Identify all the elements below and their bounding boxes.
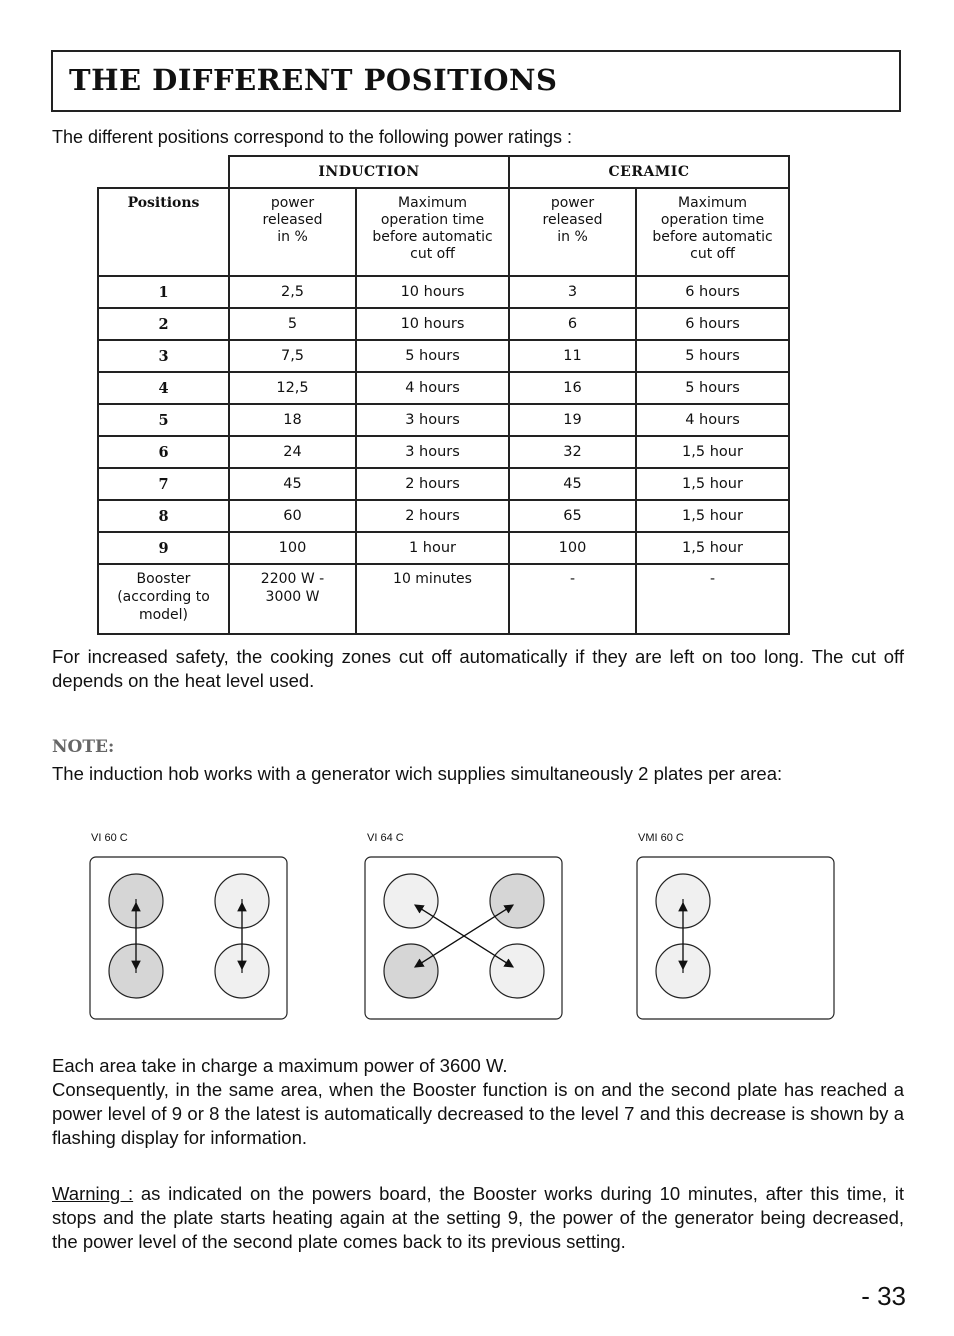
booster-label: Booster (according to model) — [98, 564, 229, 634]
cell-cer-time: 4 hours — [636, 404, 789, 436]
page-title: THE DIFFERENT POSITIONS — [69, 63, 558, 97]
plate — [490, 874, 544, 928]
cell-cer-power: 32 — [509, 436, 636, 468]
cell-ind-time: 2 hours — [356, 468, 509, 500]
area-text-2: Consequently, in the same area, when the Booster function is on and the second plate has reached a power level of 9 or 8 the latest is automatically decreased to the level 7 and this decrease is shown by a flashing display for information. — [52, 1079, 904, 1148]
cell-ind-power: 18 — [229, 404, 356, 436]
cell-pos: 5 — [98, 404, 229, 436]
area-text-1: Each area take in charge a maximum power of 3600 W. — [52, 1055, 508, 1076]
warning-label: Warning : — [52, 1183, 134, 1204]
plate — [490, 944, 544, 998]
cell-ind-power: 45 — [229, 468, 356, 500]
cell-ind-time: 10 hours — [356, 276, 509, 308]
cell-ind-time: 4 hours — [356, 372, 509, 404]
warning-text: as indicated on the powers board, the Booster works during 10 minutes, after this time, it stops and the plate starts heating again at the setting 9, the power of the generator being decreased, the power level of the second plate comes back to its previous setting. — [52, 1183, 905, 1252]
note-heading: NOTE: — [52, 737, 115, 757]
title-box — [51, 50, 901, 112]
cell-pos: 3 — [98, 340, 229, 372]
cell-cer-time: 5 hours — [636, 372, 789, 404]
cell-pos: 1 — [98, 276, 229, 308]
cell-ind-time: 10 hours — [356, 308, 509, 340]
cell-cer-time: 1,5 hour — [636, 468, 789, 500]
cell-cer-power: 11 — [509, 340, 636, 372]
hob-diagram-vi64c — [363, 855, 565, 1023]
group-ceramic: CERAMIC — [509, 156, 789, 188]
header-positions: Positions — [98, 188, 229, 276]
cell-pos: 4 — [98, 372, 229, 404]
diagram-label-vi64c: VI 64 C — [367, 832, 404, 844]
table-row — [98, 340, 789, 372]
booster-ind-time: 10 minutes — [356, 564, 509, 634]
cell-cer-time: 1,5 hour — [636, 500, 789, 532]
cell-ind-power: 5 — [229, 308, 356, 340]
table-row — [98, 436, 789, 468]
hob-diagram-vi60c — [88, 855, 290, 1023]
area-paragraph — [52, 1054, 904, 1150]
intro-text: The different positions correspond to the following power ratings : — [52, 127, 572, 147]
cell-cer-power: 19 — [509, 404, 636, 436]
cell-ind-power: 60 — [229, 500, 356, 532]
table-row — [98, 468, 789, 500]
plate — [384, 944, 438, 998]
hob-diagram-vmi60c — [635, 855, 837, 1023]
booster-cer-time: - — [636, 564, 789, 634]
table-row — [98, 532, 789, 564]
cell-ind-power: 7,5 — [229, 340, 356, 372]
table-row — [98, 308, 789, 340]
diagram-label-vmi60c: VMI 60 C — [638, 832, 684, 844]
cell-cer-time: 6 hours — [636, 308, 789, 340]
power-table — [97, 155, 790, 635]
cell-ind-time: 3 hours — [356, 436, 509, 468]
diagram-label-vi60c: VI 60 C — [91, 832, 128, 844]
note-paragraph: The induction hob works with a generator wich supplies simultaneously 2 plates per area: — [52, 763, 783, 784]
cell-ind-power: 12,5 — [229, 372, 356, 404]
cell-pos: 6 — [98, 436, 229, 468]
cell-cer-time: 6 hours — [636, 276, 789, 308]
header-ind-time: Maximum operation time before automatic cut off — [356, 188, 509, 276]
header-ind-power: power released in % — [229, 188, 356, 276]
cell-cer-time: 5 hours — [636, 340, 789, 372]
corner-cell — [98, 156, 229, 188]
cell-ind-time: 5 hours — [356, 340, 509, 372]
warning-paragraph — [52, 1182, 904, 1254]
group-induction: INDUCTION — [229, 156, 509, 188]
cell-cer-power: 45 — [509, 468, 636, 500]
plate — [384, 874, 438, 928]
safety-paragraph: For increased safety, the cooking zones cut off automatically if they are left on too long. The cut off depends on the heat level used. — [52, 646, 904, 691]
cell-ind-time: 3 hours — [356, 404, 509, 436]
header-cer-power: power released in % — [509, 188, 636, 276]
cell-cer-power: 65 — [509, 500, 636, 532]
cell-ind-time: 2 hours — [356, 500, 509, 532]
booster-ind-power: 2200 W - 3000 W — [229, 564, 356, 634]
cell-ind-power: 24 — [229, 436, 356, 468]
page-number: - 33 — [861, 1281, 906, 1311]
cell-pos: 2 — [98, 308, 229, 340]
table-row — [98, 372, 789, 404]
cell-pos: 7 — [98, 468, 229, 500]
cell-cer-time: 1,5 hour — [636, 436, 789, 468]
booster-cer-power: - — [509, 564, 636, 634]
table-row — [98, 404, 789, 436]
table-row — [98, 276, 789, 308]
cell-ind-time: 1 hour — [356, 532, 509, 564]
table-row — [98, 500, 789, 532]
cell-pos: 9 — [98, 532, 229, 564]
header-cer-time: Maximum operation time before automatic cut off — [636, 188, 789, 276]
cell-cer-power: 16 — [509, 372, 636, 404]
cell-ind-power: 2,5 — [229, 276, 356, 308]
cell-cer-time: 1,5 hour — [636, 532, 789, 564]
cell-cer-power: 100 — [509, 532, 636, 564]
cell-ind-power: 100 — [229, 532, 356, 564]
cell-cer-power: 6 — [509, 308, 636, 340]
cell-pos: 8 — [98, 500, 229, 532]
cell-cer-power: 3 — [509, 276, 636, 308]
